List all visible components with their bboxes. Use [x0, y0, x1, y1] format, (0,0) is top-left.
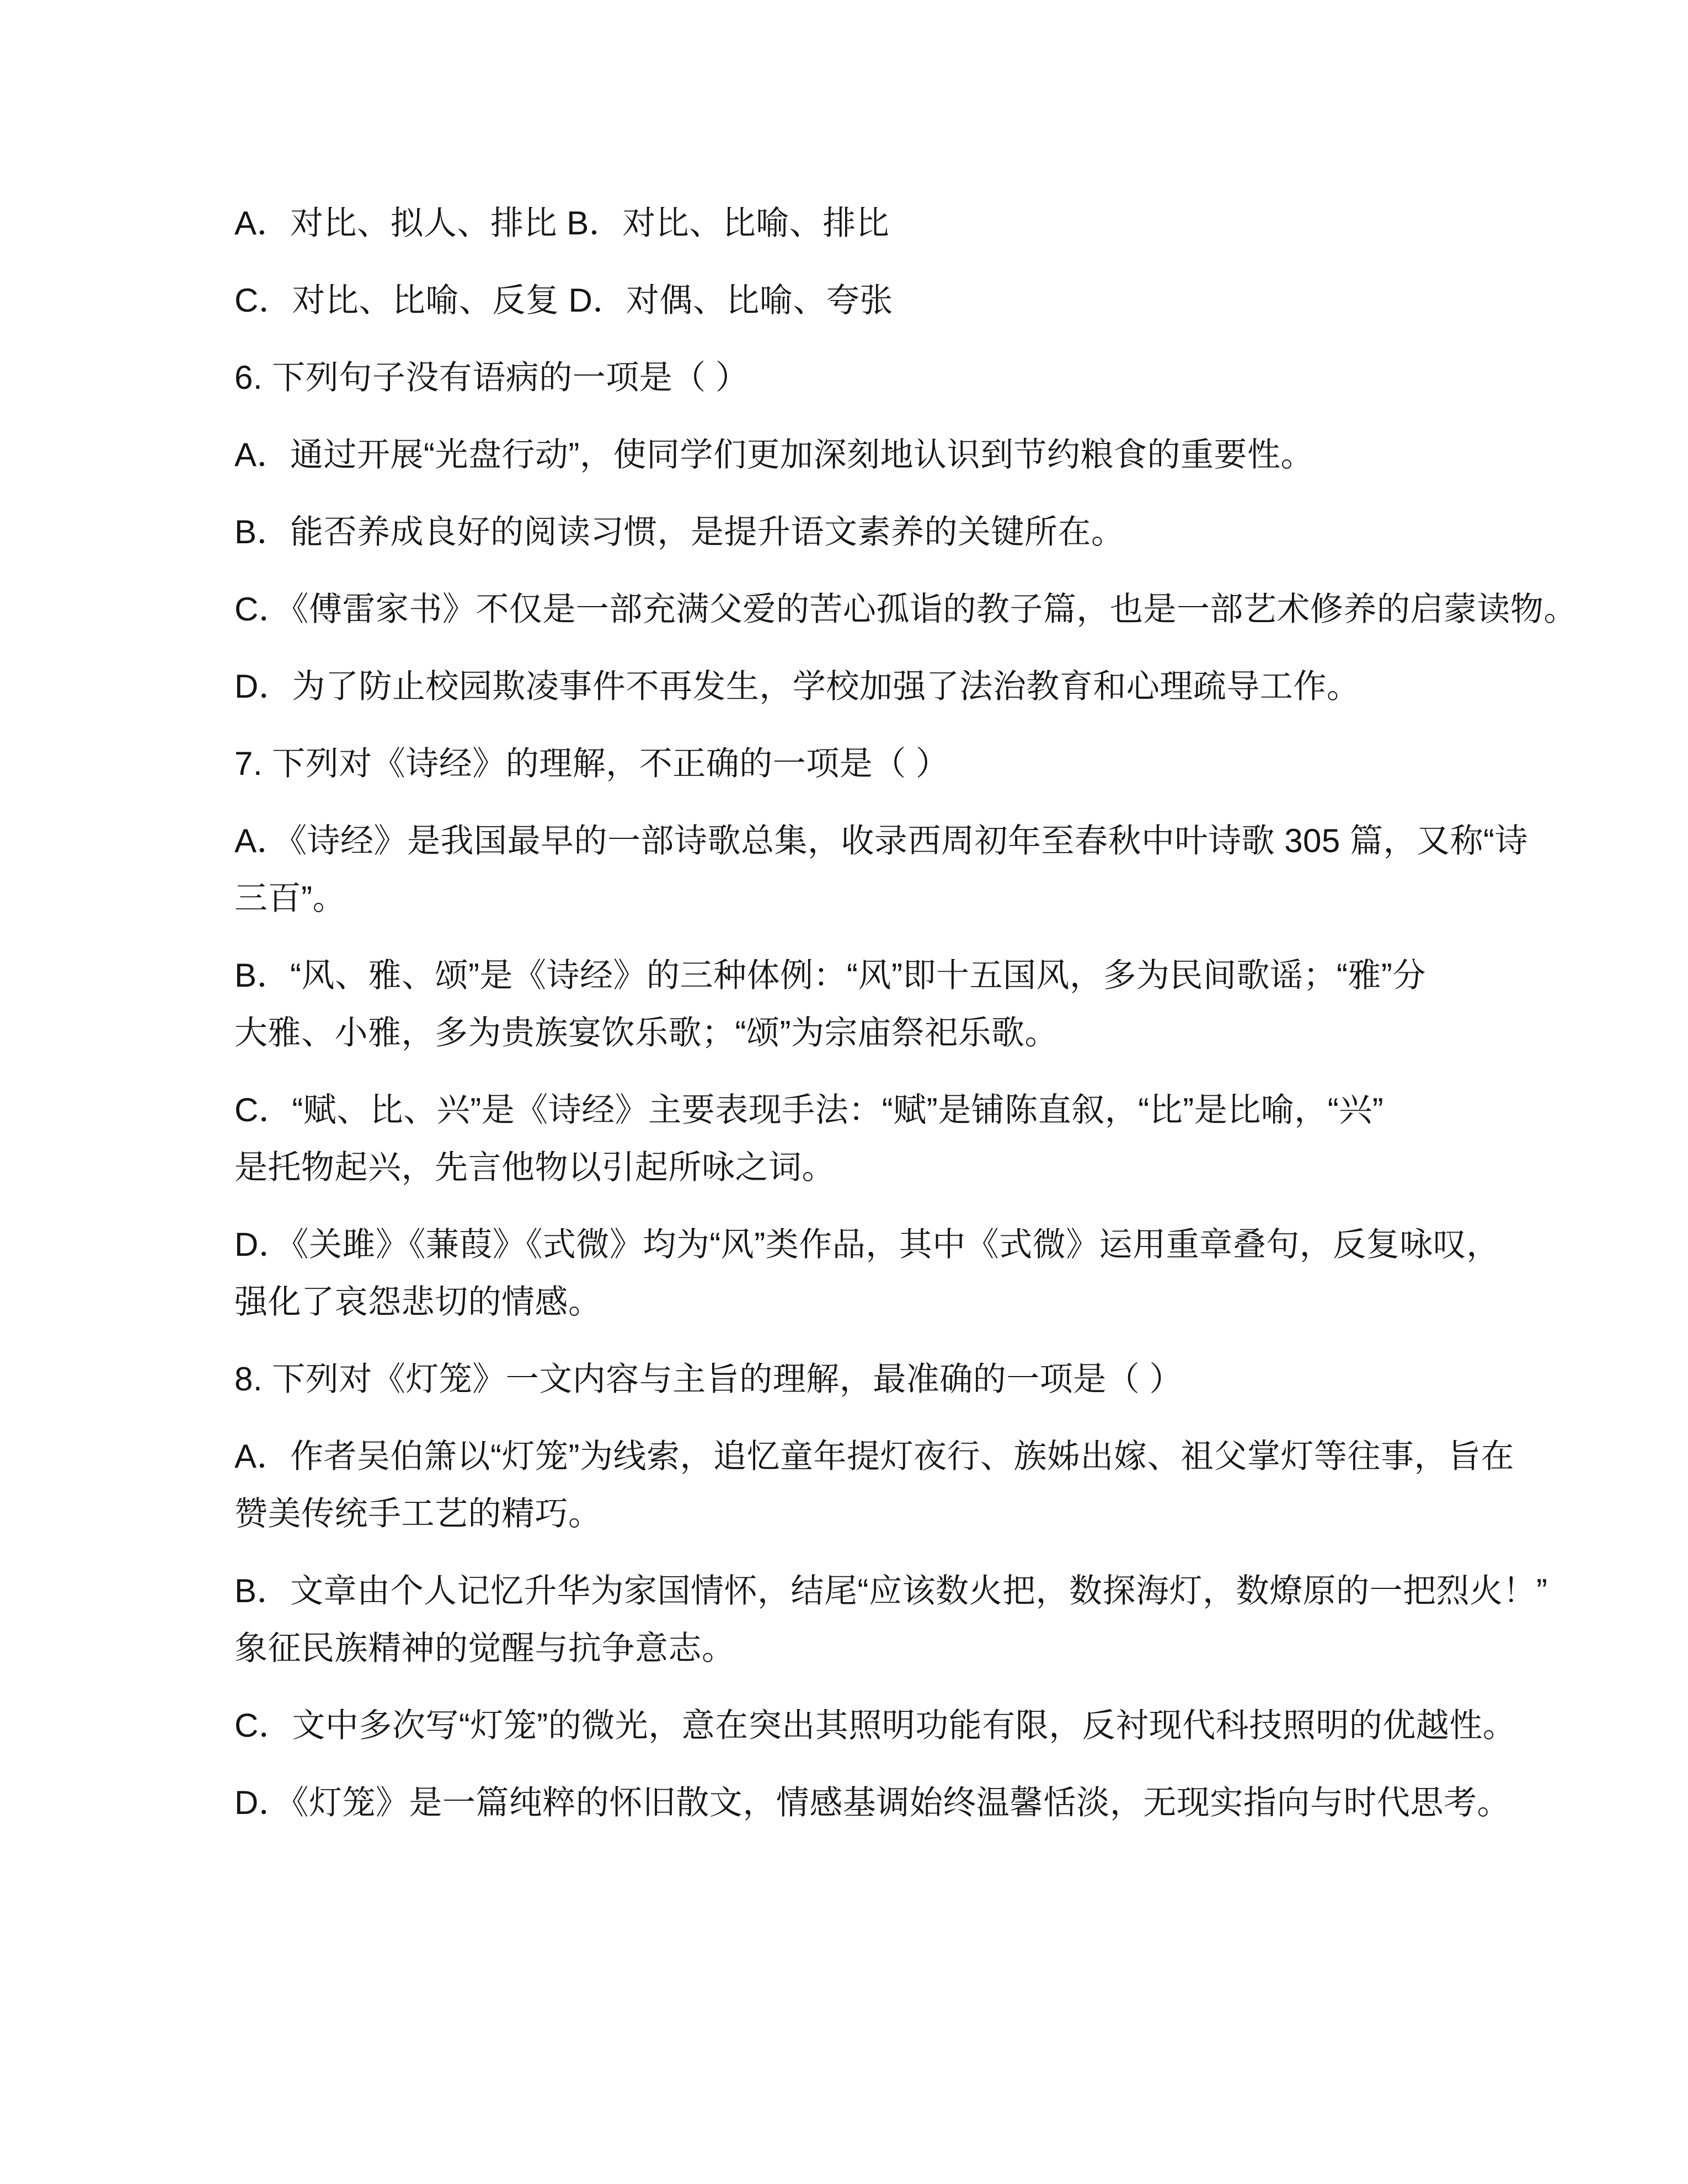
question-6-option-c [234, 581, 1577, 638]
question-7-stem [234, 735, 1478, 793]
question-6-stem [234, 349, 1478, 406]
question-8-option-d-text: D．《灯笼》是一篇纯粹的怀旧散文，情感基调始终温馨恬淡，无现实指向与时代思考。 [234, 1784, 1510, 1821]
q5-options-row-ab [234, 195, 1478, 252]
question-7-option-b-line-2: 大雅、小雅，多为贵族宴饮乐歌；“颂”为宗庙祭祀乐歌。 [234, 1014, 1058, 1051]
q5-options-row-cd [234, 272, 1478, 329]
question-8-option-d [234, 1774, 1510, 1832]
question-7-option-c [234, 1082, 1478, 1196]
question-7-option-b [234, 947, 1478, 1062]
question-7-option-a-line-1: A．《诗经》是我国最早的一部诗歌总集，收录西周初年至春秋中叶诗歌 305 篇，又称“诗 [234, 822, 1528, 859]
question-8-option-a-line-1: A．作者吴伯箫以“灯笼”为线索，追忆童年提灯夜行、族姊出嫁、祖父掌灯等往事，旨在 [234, 1438, 1514, 1475]
question-8-option-a-line-2: 赞美传统手工艺的精巧。 [234, 1495, 602, 1532]
question-8-option-c [234, 1697, 1516, 1754]
question-7-option-d-line-2: 强化了哀怨悲切的情感。 [234, 1283, 602, 1320]
question-6-option-a-text: A．通过开展“光盘行动”，使同学们更加深刻地认识到节约粮食的重要性。 [234, 436, 1314, 473]
q5-option-c-d: C．对比、比喻、反复 D．对偶、比喻、夸张 [234, 282, 893, 319]
question-7-option-a-line-2: 三百”。 [234, 880, 346, 917]
question-8-option-a [234, 1428, 1514, 1543]
question-7-option-c-line-1: C．“赋、比、兴”是《诗经》主要表现手法：“赋”是铺陈直叙，“比”是比喻，“兴” [234, 1091, 1384, 1128]
question-8-option-b [234, 1562, 1548, 1677]
question-8-option-c-text: C．文中多次写“灯笼”的微光，意在突出其照明功能有限，反衬现代科技照明的优越性。 [234, 1707, 1516, 1744]
question-6-option-d [234, 658, 1478, 715]
question-6-option-b [234, 504, 1478, 561]
question-7-option-a [234, 812, 1528, 927]
question-6-option-c-text: C．《傅雷家书》不仅是一部充满父爱的苦心孤诣的教子篇，也是一部艺术修养的启蒙读物。 [234, 591, 1577, 628]
question-6-option-b-text: B．能否养成良好的阅读习惯，是提升语文素养的关键所在。 [234, 513, 1125, 550]
question-8-stem [234, 1351, 1478, 1408]
question-7-stem-text: 7. 下列对《诗经》的理解，不正确的一项是（ ） [234, 745, 949, 782]
question-7-option-d [234, 1216, 1500, 1331]
question-6-option-a [234, 426, 1478, 484]
question-7-option-b-line-1: B．“风、雅、颂”是《诗经》的三种体例：“风”即十五国风，多为民间歌谣；“雅”分 [234, 957, 1426, 994]
question-6-stem-text: 6. 下列句子没有语病的一项是（ ） [234, 359, 749, 396]
question-7-option-c-line-2: 是托物起兴，先言他物以引起所咏之词。 [234, 1149, 835, 1186]
question-8-option-b-line-2: 象征民族精神的觉醒与抗争意志。 [234, 1630, 735, 1667]
question-8-stem-text: 8. 下列对《灯笼》一文内容与主旨的理解，最准确的一项是（ ） [234, 1361, 1183, 1398]
question-8-option-b-line-1: B．文章由个人记忆升华为家国情怀，结尾“应该数火把，数探海灯，数燎原的一把烈火！” [234, 1572, 1548, 1609]
question-6-option-d-text: D．为了防止校园欺凌事件不再发生，学校加强了法治教育和心理疏导工作。 [234, 668, 1360, 705]
question-7-option-d-line-1: D．《关雎》《蒹葭》《式微》均为“风”类作品，其中《式微》运用重章叠句，反复咏叹， [234, 1226, 1500, 1263]
q5-option-a-b: A．对比、拟人、排比 B．对比、比喻、排比 [234, 205, 890, 242]
